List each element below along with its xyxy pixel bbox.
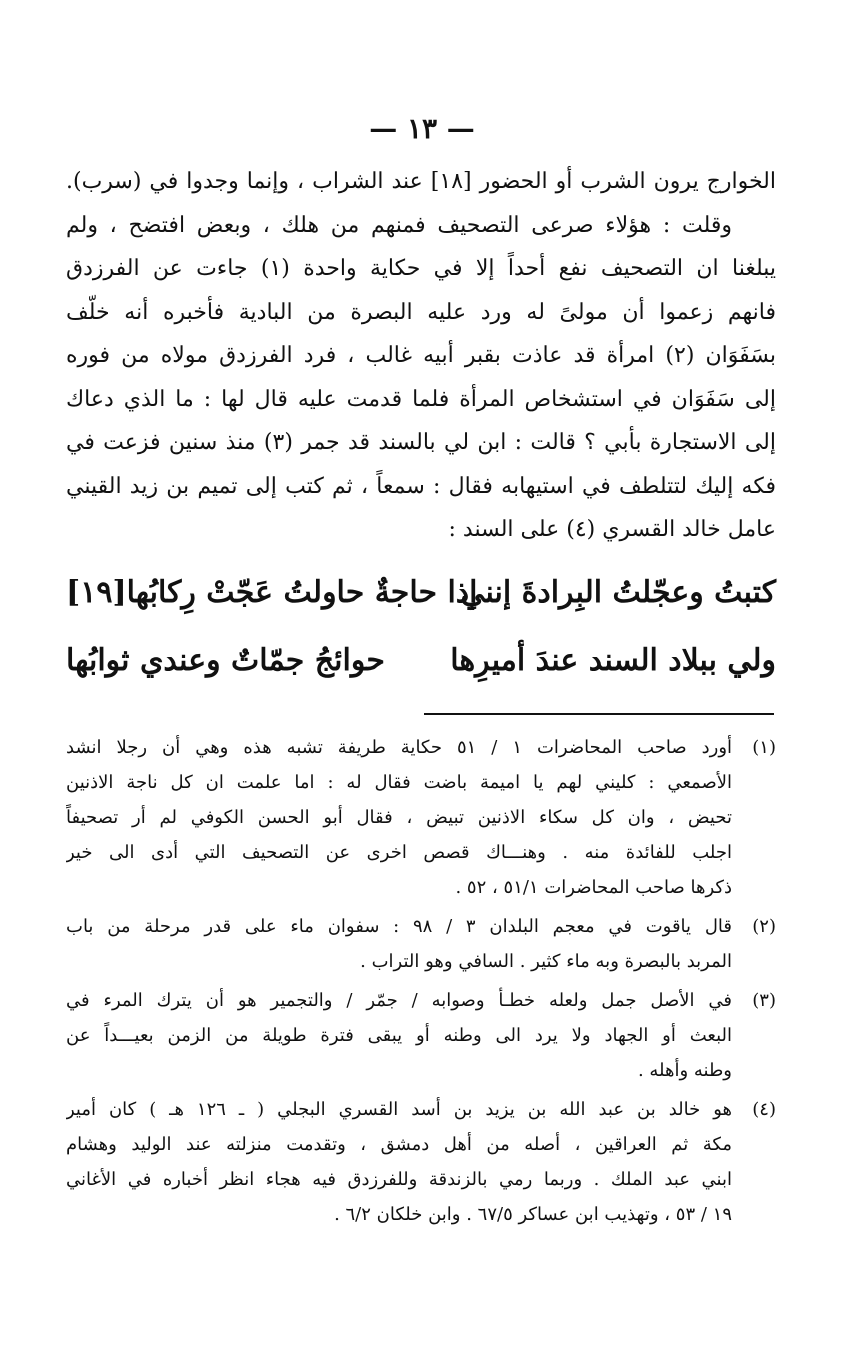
text-line: عامل خالد القسري (٤) على السند : [448,517,776,542]
footnote-body [66,909,732,979]
footnote-line: قال ياقوت في معجم البلدان ٣ / ٩٨ : سفوان ماء على قدر مرحلة من باب [66,916,732,937]
footnote-line: الأصمعي : كليني لهم يا اميمة باضت فقال له : اما علمت ان كل ناجة الاذنين [66,772,732,793]
verse-second-hemistich: حوائجُ جمّاتٌ وعندي ثوابُها [66,643,385,678]
footnote-line: أورد صاحب المحاضرات ١ / ٥١ حكاية طريفة تشبه هذه وهي أن رجلا انشد [66,737,732,758]
verse-first-hemistich: كتبتُ وعجّلتُ البِرادةَ إنني [460,575,776,610]
footnote-line: ذكرها صاحب المحاضرات ٥١/١ ، ٥٢ . [455,877,732,898]
footnote-line: ابني عبد الملك . وربما رمي بالزندقة وللفرزدق فيه هجاء انظر أخباره في الأغاني [66,1169,732,1190]
footnote [66,983,776,1088]
footnote [66,1092,776,1232]
footnote-body [66,1092,732,1232]
footnote-line: اجلب للفائدة منه . وهنـــاك قصص اخرى عن التصحيف التي أدى الى خير [66,842,732,863]
footnotes [66,730,776,1236]
text-line: إلى الاستجارة بأبي ؟ قالت : ابن لي بالسند قد جمر (٣) منذ سنين فزعت في [66,430,776,455]
footnote-body [66,983,732,1088]
text-line: بسَفَوَان (٢) امرأة قد عاذت بقبر أبيه غالب ، فرد الفرزدق مولاه من فوره [66,343,776,368]
page-number: — ١٣ — [369,112,475,145]
footnote-line: هو خالد بن عبد الله بن يزيد بن أسد القسري البجلي ( ـ ١٢٦ هـ ) كان أمير [66,1099,732,1120]
footnote-number: (١) [752,737,776,758]
text-line: وقلت : هؤلاء صرعى التصحيف فمنهم من هلك ، وبعض افتضح ، ولم [66,212,732,238]
footnote-line: في الأصل جمل ولعله خطـأ وصوابه / جمّر / والتجمير هو أن يترك المرء في [66,990,732,1011]
footnote-line: البعث أو الجهاد ولا يرد الى وطنه أو يبقى فترة طويلة من الزمن بعيـــداً عن [66,1025,732,1046]
text-line: فكه إليك لتتلطف في استيهابه فقال : سمعاً ، ثم كتب إلى تميم بن زيد القيني [66,473,776,499]
text-line: إلى سَفَوَان في استشخاص المرأة فلما قدمت عليه قال لها : ما الذي دعاك [66,386,776,412]
verse-second-hemistich: إذا حاجةٌ حاولتُ عَجّتْ رِكابُها[١٩] [66,575,478,610]
text-line: فانهم زعموا أن مولىً له ورد عليه البصرة من البادية فأخبره أنه خلّف [66,299,776,325]
text-line: الخوارج يرون الشرب أو الحضور [١٨] عند الشراب ، وإنما وجدوا في (سرب). [66,169,776,194]
footnote-number: (٢) [752,916,776,937]
footnote-number: (٤) [752,1099,776,1120]
footnote [66,909,776,979]
verse-first-hemistich: ولي ببلاد السند عندَ أميرِها [450,643,776,678]
footnote-line: ١٩ / ٥٣ ، وتهذيب ابن عساكر ٦٧/٥ . وابن خلكان ٦/٢ . [334,1204,732,1225]
footnote-line: وطنه وأهله . [637,1060,732,1081]
footnote-number: (٣) [752,990,776,1011]
text-line: يبلغنا ان التصحيف نفع أحداً إلا في حكاية واحدة (١) جاءت عن الفرزدق [66,256,776,281]
footnote [66,730,776,905]
footnote-body [66,730,732,905]
footnote-line: المربد بالبصرة وبه ماء كثير . السافي وهو التراب . [360,951,732,972]
footnote-divider [424,713,774,715]
footnote-line: تحيض ، وان كل سكاء الاذنين تبيض ، فقال أبو الحسن الكوفي لم أر تصحيفاً [66,807,732,828]
footnote-line: مكة ثم العراقين ، أصله من أهل دمشق ، وتقدمت منزلته عند الوليد وهشام [66,1134,732,1155]
main-text [66,160,776,552]
